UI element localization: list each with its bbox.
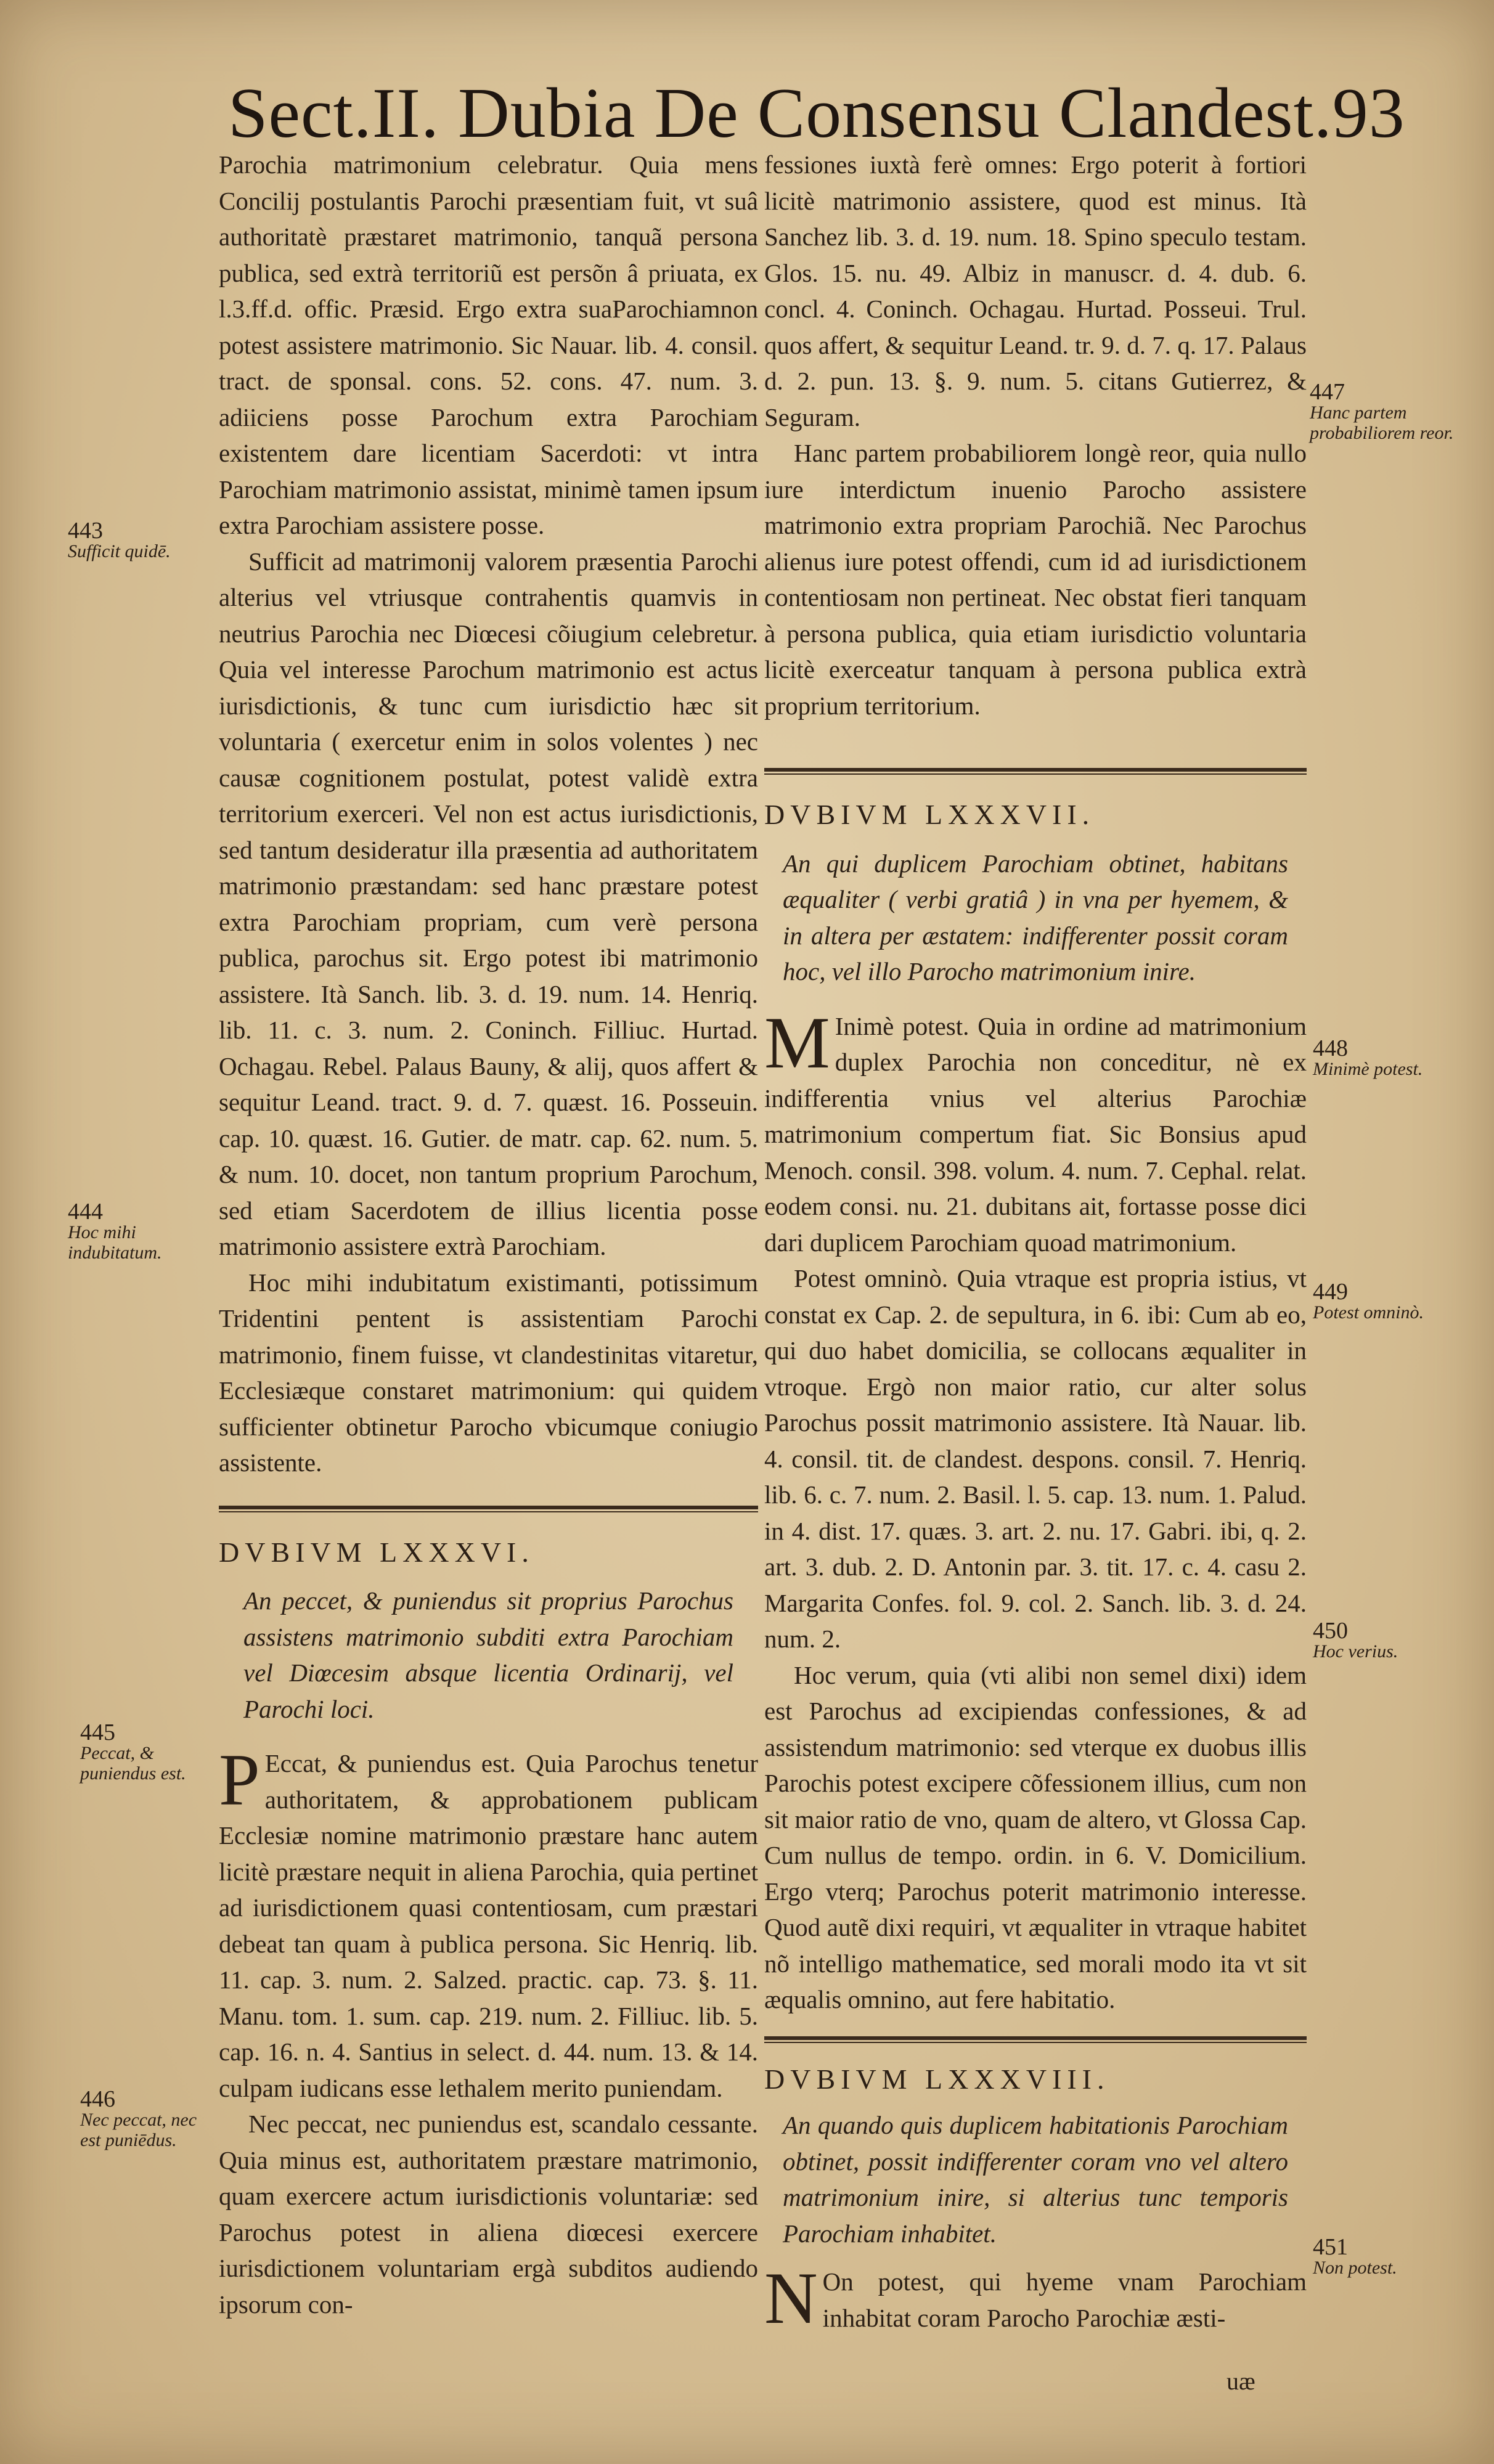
margin-note-448	[1313, 1035, 1461, 1079]
margin-note-449	[1313, 1279, 1461, 1323]
margin-note-446	[80, 2086, 213, 2150]
catchword: uæ	[1227, 2367, 1255, 2395]
dubium-88-title: DVBIVM LXXXVIII.	[764, 2063, 1110, 2095]
paragraph-445-text: Eccat, & puniendus est. Quia Parochus tenetur authoritatem, & approbationem publicam Ecclesiæ nomine matrimonio præstare hanc autem licitè præstare nequit in aliena Parochia, quia pertinet ad iurisdictionem quasi contentiosam, cum præstari debeat tan quam à publica persona. Sic Henriq. lib. 11. cap. 3. num. 2. Salzed. practic. cap. 73. §. 11. Manu. tom. 1. sum. cap. 219. num. 2. Filliuc. lib. 5. cap. 16. n. 4. Santius in select. d. 44. num. 13. & 14. culpam iudicans esse lethalem merito puniendam.	[219, 1749, 758, 2102]
paragraph-446-cont: fessiones iuxtà ferè omnes: Ergo poterit à fortiori licitè matrimonio assistere, quod est minus. Ità Sanchez lib. 3. d. 19. num. 18. Spino speculo testam. Glos. 15. nu. 49. Albiz in manuscr. d. 4. dub. 6. concl. 4. Coninch. Ochagau. Hurtad. Posseui. Trul. quos affert, & sequitur Leand. tr. 9. d. 7. q. 17. Palaus d. 2. pun. 13. §. 9. num. 5. citans Gutierrez, & Seguram.	[764, 150, 1307, 431]
dropcap-n: N	[764, 2257, 818, 2339]
margin-note-number: 445	[80, 1719, 115, 1745]
dropcap-p: P	[219, 1739, 260, 1821]
paragraph-449: Potest omninò. Quia vtraque est propria istius, vt constat ex Cap. 2. de sepultura, in 6. ibi: Cum ab eo, qui duo habet domicilia, se collocans æqualiter in vtroque. Ergò non maior ratio, cur alter solus Parochus possit matrimonio assistere. Ità Nauar. lib. 4. consil. tit. de clandest. despons. consil. 7. Henriq. lib. 6. c. 7. num. 2. Basil. l. 5. cap. 13. num. 1. Palud. in 4. dist. 17. quæs. 3. art. 2. nu. 17. Gabri. ibi, q. 2. art. 3. dub. 2. D. Antonin par. 3. tit. 17. c. 4. casu 2. Margarita Confes. fol. 9. col. 2. Sanch. lib. 3. d. 24. num. 2.	[764, 1264, 1307, 1653]
margin-note-text: Hanc partem probabiliorem reor.	[1310, 402, 1454, 443]
paragraph-448	[764, 1001, 1307, 1261]
paragraph-443: Sufficit ad matrimonij valorem præsentia Parochi alterius vel vtriusque contrahentis quamvis in neutrius Parochia nec Diœcesi cõiugium celebretur. Quia vel interesse Parochum matrimonio est actus iurisdictionis, & tunc cum iurisdictio hæc sit voluntaria ( exercetur enim in solos volentes ) nec causæ cognitionem postulat, potest validè extra territorium exerceri. Vel non est actus iurisdictionis, sed tantum desideratur illa præsentia ad authoritatem matrimonio præstandam: sed hanc præstare potest extra Parochiam propriam, cum verè persona publica, parochus sit. Ergo potest ibi matrimonio assistere. Ità Sanch. lib. 3. d. 19. num. 14. Henriq. lib. 11. c. 3. num. 2. Coninch. Filliuc. Hurtad. Ochagau. Rebel. Palaus Bauny, & alij, quos affert & sequitur Leand. tract. 9. d. 7. quæst. 16. Posseuin. cap. 10. quæst. 16. Gutier. de matr. cap. 62. num. 5. & num. 10. docet, non tantum proprium Parochum, sed etiam Sacerdotem de illius licentia posse matrimonio assistere extrà Parochiam.	[219, 547, 758, 1260]
margin-note-text: Nec peccat, nec est puniēdus.	[80, 2110, 197, 2150]
paragraph-445	[219, 1739, 758, 2106]
paragraph-451-text: On potest, qui hyeme vnam Parochiam inhabitat coram Parocho Parochiæ æsti-	[822, 2267, 1307, 2332]
margin-note-text: Potest omninò.	[1313, 1302, 1424, 1323]
margin-note-text: Hoc mihi indubitatum.	[68, 1222, 162, 1263]
page-title: Sect.II. Dubia De Consensu Clandest.93	[228, 74, 1405, 153]
dubium-87-title: DVBIVM LXXXVII.	[764, 799, 1095, 830]
paragraph-447: Hanc partem probabiliorem longè reor, quia nullo iure interdictum inuenio Parocho assistere matrimonio extra propriam Parochiã. Nec Parochus alienus iure potest offendi, cum id ad iurisdictionem contentiosam non pertineat. Nec obstat fieri tanquam à persona publica, quia etiam iurisdictio voluntaria licitè exerceatur tanquam à persona publica extrà proprium territorium.	[764, 439, 1307, 720]
margin-note-444	[68, 1199, 210, 1263]
paragraph-448-text: Inimè potest. Quia in ordine ad matrimonium duplex Parochia non conceditur, nè ex indifferentia vnius vel alterius Parochiæ matrimonium compertum fiat. Sic Bonsius apud Menoch. consil. 398. volum. 4. num. 7. Cephal. relat. eodem consi. nu. 21. dubitans ait, fortasse posse dici dari duplicem Parochiam quoad matrimonium.	[764, 1011, 1307, 1257]
right-column	[764, 147, 1307, 2339]
margin-note-443	[68, 518, 210, 561]
margin-note-number: 451	[1313, 2234, 1348, 2260]
margin-note-text: Sufficit quidē.	[68, 541, 171, 561]
dropcap-m: M	[764, 1001, 830, 1083]
dubium-86-title: DVBIVM LXXXVI.	[219, 1536, 534, 1568]
margin-note-451	[1313, 2234, 1461, 2278]
margin-note-text: Peccat, & puniendus est.	[80, 1743, 186, 1784]
dubium-87-question: An qui duplicem Parochiam obtinet, habitans æqualiter ( verbi gratiâ ) in vna per hyemem, & in altera per æstatem: indifferenter possit coram hoc, vel illo Parocho matrimonium inire.	[783, 849, 1288, 985]
margin-note-number: 447	[1310, 379, 1345, 405]
paragraph-450: Hoc verum, quia (vti alibi non semel dixi) idem est Parochus ad excipiendas confessiones, & ad assistendum matrimonio: sed vterque ex duobus illis Parochis potest excipere cõfessionem illius, cum non sit maior ratio de vno, quam de altero, vt Glossa Cap. Cum nullus de tempo. ordin. in 6. V. Domicilium. Ergo vterq; Parochus poterit matrimonio interesse. Quod autẽ dixi requiri, vt æqualiter in vtraque habitet nõ intelligo mathematice, sed morali modo ita vt sit æqualis omnino, aut fere habitatio.	[764, 1660, 1307, 2013]
dubium-88-question: An quando quis duplicem habitationis Parochiam obtinet, possit indifferenter coram vno vel altero matrimonium inire, si alterius tunc temporis Parochiam inhabitet.	[783, 2111, 1288, 2248]
margin-note-447	[1310, 379, 1464, 443]
margin-note-number: 450	[1313, 1618, 1348, 1644]
paragraph-451	[764, 2257, 1307, 2339]
margin-note-text: Hoc verius.	[1313, 1641, 1398, 1662]
margin-note-text: Minimè potest.	[1313, 1059, 1423, 1079]
margin-note-number: 443	[68, 518, 103, 544]
margin-note-450	[1313, 1618, 1461, 1662]
paragraph-446: Nec peccat, nec puniendus est, scandalo cessante. Quia minus est, authoritatem præstare matrimonio, quam exercere actum iurisdictionis voluntariæ: sed Parochus potest in aliena diœcesi exercere iurisdictionem voluntariam ergà subditos audiendo ipsorum con-	[219, 2110, 758, 2319]
section-rule	[219, 1506, 758, 1512]
margin-note-text: Non potest.	[1313, 2258, 1397, 2278]
left-column	[219, 147, 758, 2322]
margin-note-number: 449	[1313, 1279, 1348, 1305]
margin-note-445	[80, 1719, 213, 1784]
margin-note-number: 446	[80, 2086, 115, 2112]
margin-note-number: 448	[1313, 1035, 1348, 1061]
margin-note-number: 444	[68, 1199, 103, 1225]
paragraph-444: Hoc mihi indubitatum existimanti, potissimum Tridentini pentent is assistentiam Parochi matrimonio, finem fuisse, vt clandestinitas vitaretur, Ecclesiæque constaret matrimonium: qui quidem sufficienter obtinetur Parocho vbicumque coniugio assistente.	[219, 1268, 758, 1477]
dubium-86-question: An peccet, & puniendus sit proprius Parochus assistens matrimonio subditi extra Parochiam vel Diœcesim absque licentia Ordinarij, vel Parochi loci.	[243, 1586, 733, 1723]
section-rule	[764, 768, 1307, 775]
section-rule	[764, 2036, 1307, 2043]
paragraph-442-cont: Parochia matrimonium celebratur. Quia mens Concilij postulantis Parochi præsentiam fuit, vt suâ authoritatè præstaret matrimonio, tanquã persona publica, sed extrà territoriũ est persõn â priuata, ex l.3.ff.d. offic. Præsid. Ergo extra suaParochiamnon potest assistere matrimonio. Sic Nauar. lib. 4. consil. tract. de sponsal. cons. 52. cons. 47. num. 3. adiiciens posse Parochum extra Parochiam existentem dare licentiam Sacerdoti: vt intra Parochiam matrimonio assistat, minimè tamen ipsum extra Parochiam assistere posse.	[219, 150, 758, 539]
